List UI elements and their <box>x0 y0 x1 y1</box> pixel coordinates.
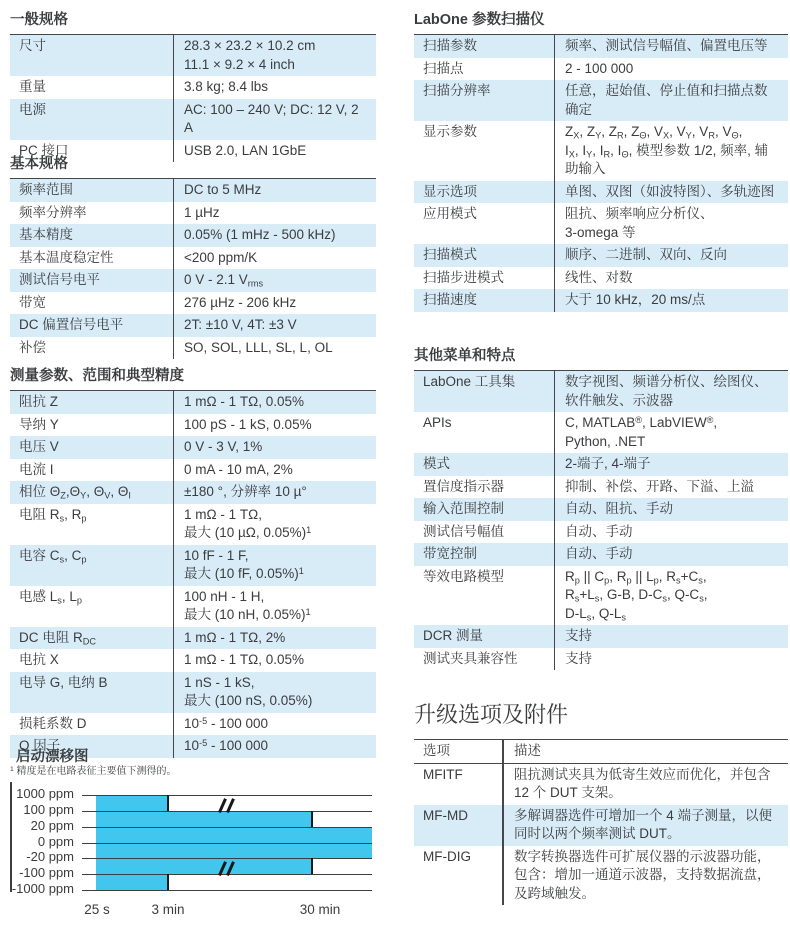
table-row <box>10 672 376 713</box>
section-heading: LabOne 参数扫描仪 <box>414 12 545 28</box>
y-tick-label: 20 ppm <box>30 818 74 833</box>
spec-label: 扫描模式 <box>423 247 477 262</box>
spec-label: DC 电阻 $R_{DC}$ <box>19 629 96 646</box>
spec-value: 1 µHz <box>173 202 376 225</box>
spec-value: 抑制、补偿、开路、下溢、上溢 <box>554 476 788 499</box>
gridline-neg1000ppm <box>82 890 372 891</box>
spec-label: 频率分辨率 <box>19 204 87 220</box>
spec-label: 带宽 <box>19 294 46 310</box>
table-row <box>414 453 788 476</box>
table-row <box>10 76 376 99</box>
option-code: MFITF <box>423 766 463 782</box>
option-description: 数字转换器选件可扩展仪器的示波器功能，包含：增加一通道示波器，支持数据流盘，及跨域触发。 <box>502 846 788 906</box>
spec-value: 0 mA - 10 mA, 2% <box>173 459 376 482</box>
spec-label: 扫描参数 <box>423 38 477 53</box>
spec-label: 测试信号电平 <box>19 272 100 287</box>
chart-plot-area <box>82 785 372 891</box>
spec-value: 276 µHz - 206 kHz <box>173 292 376 315</box>
gridline-neg20ppm <box>82 858 372 859</box>
spec-value: 数字视图、频谱分析仪、绘图仪、软件触发、示波器 <box>554 371 788 412</box>
spec-label: 扫描分辨率 <box>423 83 491 98</box>
spec-value: $Z_X$, $Z_Y$, $Z_R$, $Z_\Theta$, $V_X$, $V_Y$, $V_R$, $V_\Theta$, $I_X$, $I_Y$, $I_R$, $I_\Theta$, 模型参数 1/2, 频率, 辅助输入 <box>554 121 788 181</box>
section-upgrade-options <box>414 739 788 905</box>
spec-label: 扫描点 <box>423 60 464 76</box>
y-tick-label: 100 ppm <box>23 802 74 817</box>
spec-value: 支持 <box>554 625 788 648</box>
spec-label: APIs <box>423 415 452 430</box>
accuracy-footnote: $^1$ 精度是在电路表征主要值下测得的。 <box>10 765 177 777</box>
spec-value: 3.8 kg; 8.4 lbs <box>173 76 376 99</box>
table-row <box>414 35 788 58</box>
spec-value: 0 V - 3 V, 1% <box>173 436 376 459</box>
x-tick-label: 30 min <box>299 902 341 917</box>
spec-label: 频率范围 <box>19 182 73 197</box>
table-row <box>414 764 788 805</box>
section-heading: 测量参数、范围和典型精度 <box>10 368 184 384</box>
table-row <box>10 459 376 482</box>
spec-value: AC: 100 – 240 V; DC: 12 V, 2 A <box>173 99 376 140</box>
table-row <box>414 648 788 671</box>
spec-label: 电容 $C_s$, $C_p$ <box>19 547 87 564</box>
column-header-description: 描述 <box>502 740 788 763</box>
y-axis-line <box>10 782 12 892</box>
spec-label: 电感 $L_s$, $L_p$ <box>19 588 82 605</box>
spec-value: 顺序、二进制、双向、反向 <box>554 244 788 267</box>
table-row <box>414 181 788 204</box>
band-step-line <box>311 811 313 827</box>
spec-value: 28.3 × 23.2 × 10.2 cm 11.1 × 9.2 × 4 inch <box>173 35 376 76</box>
spec-label: Q 因子 <box>19 738 61 753</box>
other-features-table <box>414 370 788 670</box>
spec-label: 显示选项 <box>423 183 477 199</box>
spec-label: 等效电路模型 <box>423 568 504 584</box>
table-row <box>414 412 788 453</box>
spec-value: 频率、测试信号幅值、偏置电压等 <box>554 35 788 58</box>
table-row <box>10 314 376 337</box>
spec-value: $10^{-5} - 100$ 000 <box>173 713 376 736</box>
gridline-0ppm <box>82 843 372 844</box>
spec-label: 导纳 Y <box>19 416 59 432</box>
table-row <box>10 224 376 247</box>
section-heading: 其他菜单和特点 <box>414 348 516 364</box>
spec-value: 1 nS - 1 kS, 最大 (100 nS, 0.05%) <box>173 672 376 713</box>
table-row <box>414 476 788 499</box>
table-row <box>414 498 788 521</box>
spec-label: 相位 $\Theta_Z,\Theta_Y$, $\Theta_V$, $\Theta_I$ <box>19 484 131 501</box>
y-tick-label: -100 ppm <box>19 865 74 880</box>
spec-label: 补偿 <box>19 339 46 355</box>
section-measurement-specs <box>10 364 376 777</box>
band-step-line <box>167 874 169 890</box>
section-basic-specs <box>10 152 376 359</box>
spec-label: 基本温度稳定性 <box>19 249 114 265</box>
spec-label: 电源 <box>19 101 46 117</box>
table-row <box>10 436 376 459</box>
spec-label: 扫描速度 <box>423 292 477 307</box>
table-row <box>10 504 376 545</box>
spec-label: 电流 I <box>19 461 54 477</box>
table-row <box>10 269 376 292</box>
table-row <box>10 337 376 360</box>
table-row <box>414 625 788 648</box>
spec-label: 带宽控制 <box>423 546 477 561</box>
spec-value: 0.05% (1 mHz - 500 kHz) <box>173 224 376 247</box>
spec-value: 任意，起始值、停止值和扫描点数确定 <box>554 80 788 121</box>
spec-value: 100 nH - 1 H, 最大 (10 nH, 0.05%)$^1$ <box>173 586 376 627</box>
spec-value: 1 mΩ - 1 TΩ, 最大 (10 µΩ, 0.05%)$^1$ <box>173 504 376 545</box>
spec-value: 2 - 100 000 <box>554 58 788 81</box>
spec-value: 2-端子, 4-端子 <box>554 453 788 476</box>
spec-value: 阻抗、频率响应分析仪、 3-omega 等 <box>554 203 788 244</box>
chart-title: 启动漂移图 <box>16 749 89 765</box>
sweeper-table <box>414 34 788 312</box>
table-row <box>414 371 788 412</box>
spec-value: SO, SOL, LLL, SL, L, OL <box>173 337 376 360</box>
spec-value: 2T: ±10 V, 4T: ±3 V <box>173 314 376 337</box>
table-row <box>414 289 788 312</box>
spec-label: 基本精度 <box>19 227 73 242</box>
spec-label: 阻抗 Z <box>19 394 58 409</box>
section-heading: 基本规格 <box>10 156 68 172</box>
table-row <box>414 846 788 906</box>
option-code: MF-MD <box>423 807 468 823</box>
table-row <box>10 627 376 650</box>
table-row <box>414 805 788 846</box>
measurement-specs-table <box>10 390 376 758</box>
spec-value: DC to 5 MHz <box>173 179 376 202</box>
upgrade-options-table <box>414 739 788 905</box>
spec-value: 自动、手动 <box>554 543 788 566</box>
table-row <box>414 203 788 244</box>
spec-label: 电阻 $R_s$, $R_p$ <box>19 506 87 523</box>
gridline-1000ppm <box>82 795 372 796</box>
general-specs-table <box>10 34 376 162</box>
spec-label: 模式 <box>423 456 450 471</box>
spec-value: 自动、阻抗、手动 <box>554 498 788 521</box>
table-row <box>414 566 788 626</box>
spec-label: 应用模式 <box>423 206 477 221</box>
section-sweeper <box>414 8 788 312</box>
spec-value: 线性、对数 <box>554 267 788 290</box>
table-row <box>10 247 376 270</box>
spec-value: C, MATLAB®, LabVIEW®, Python, .NET <box>554 412 788 453</box>
spec-value: 大于 10 kHz，20 ms/点 <box>554 289 788 312</box>
x-tick-label: 25 s <box>84 902 110 917</box>
y-tick-label: -20 ppm <box>26 849 74 864</box>
section-heading: 一般规格 <box>10 12 68 28</box>
table-row <box>10 649 376 672</box>
startup-drift-chart <box>10 745 376 926</box>
table-row <box>10 202 376 225</box>
option-description: 多解调器选件可增加一个 4 端子测量，以便同时以两个频率测试 DUT。 <box>502 805 788 846</box>
spec-label: 损耗系数 D <box>19 715 87 731</box>
spec-value: 支持 <box>554 648 788 671</box>
spec-label: 测试夹具兼容性 <box>423 650 518 666</box>
table-row <box>414 521 788 544</box>
spec-label: 重量 <box>19 79 46 94</box>
spec-label: 尺寸 <box>19 38 46 53</box>
spec-label: 扫描步进模式 <box>423 269 504 285</box>
table-header-row <box>414 740 788 764</box>
table-row <box>414 58 788 81</box>
table-row <box>10 545 376 586</box>
spec-value: 100 pS - 1 kS, 0.05% <box>173 414 376 437</box>
basic-specs-table <box>10 178 376 359</box>
band-step-line <box>311 858 313 874</box>
table-row <box>10 179 376 202</box>
spec-label: PC 接口 <box>19 142 69 158</box>
spec-label: 显示参数 <box>423 124 477 139</box>
spec-value: 0 V - 2.1 $V_{rms}$ <box>173 269 376 292</box>
option-description: 阻抗测试夹具为低寄生效应而优化，并包含 12 个 DUT 支架。 <box>502 764 788 805</box>
spec-value: <200 ppm/K <box>173 247 376 270</box>
y-tick-label: 0 ppm <box>37 834 74 849</box>
spec-label: DC 偏置信号电平 <box>19 317 124 332</box>
y-tick-label: 1000 ppm <box>16 786 74 801</box>
table-row <box>10 391 376 414</box>
page-title: 升级选项及附件 <box>414 702 569 727</box>
spec-label: DCR 测量 <box>423 628 483 643</box>
spec-value: 1 mΩ - 1 TΩ, 0.05% <box>173 391 376 414</box>
spec-value: $10^{-5} - 100$ 000 <box>173 735 376 758</box>
spec-label: 电压 V <box>19 439 59 454</box>
table-row <box>414 267 788 290</box>
section-upgrade-options-heading <box>414 698 788 729</box>
section-general-specs <box>10 8 376 162</box>
table-row <box>10 481 376 504</box>
spec-label: LabOne 工具集 <box>423 374 516 389</box>
table-row <box>10 292 376 315</box>
table-row <box>10 414 376 437</box>
table-row <box>414 80 788 121</box>
table-row <box>414 244 788 267</box>
x-tick-label: 3 min <box>151 902 185 917</box>
gridline-20ppm <box>82 827 372 828</box>
table-row <box>414 121 788 181</box>
column-header-option: 选项 <box>423 743 450 758</box>
spec-label: 电抗 X <box>19 652 59 667</box>
table-row <box>10 586 376 627</box>
spec-label: 置信度指示器 <box>423 478 504 494</box>
spec-value: 1 mΩ - 1 TΩ, 2% <box>173 627 376 650</box>
spec-value: 自动、手动 <box>554 521 788 544</box>
y-tick-label: -1000 ppm <box>11 881 74 896</box>
spec-label: 电导 G, 电纳 B <box>19 674 108 690</box>
spec-value: 1 mΩ - 1 TΩ, 0.05% <box>173 649 376 672</box>
option-code: MF-DIG <box>423 848 471 864</box>
table-row <box>10 713 376 736</box>
spec-value: 单图、双图（如波特图）、多轨迹图 <box>554 181 788 204</box>
table-row <box>10 99 376 140</box>
spec-value: ±180 °, 分辨率 10 µ° <box>173 481 376 504</box>
section-other-features <box>414 344 788 670</box>
table-row <box>10 35 376 76</box>
spec-value: 10 fF - 1 F, 最大 (10 fF, 0.05%)$^1$ <box>173 545 376 586</box>
band-step-line <box>167 795 169 811</box>
spec-label: 输入范围控制 <box>423 501 504 516</box>
spec-value: USB 2.0, LAN 1GbE <box>173 140 376 163</box>
spec-label: 测试信号幅值 <box>423 523 504 539</box>
spec-value: $R_p$ || $C_p$, $R_p$ || $L_p$, $R_s+C_s$, $R_s+L_s$, G-B, $D-C_s$, $Q-C_s$, $D-L_s$, $Q-L_s$ <box>554 566 788 626</box>
table-row <box>414 543 788 566</box>
